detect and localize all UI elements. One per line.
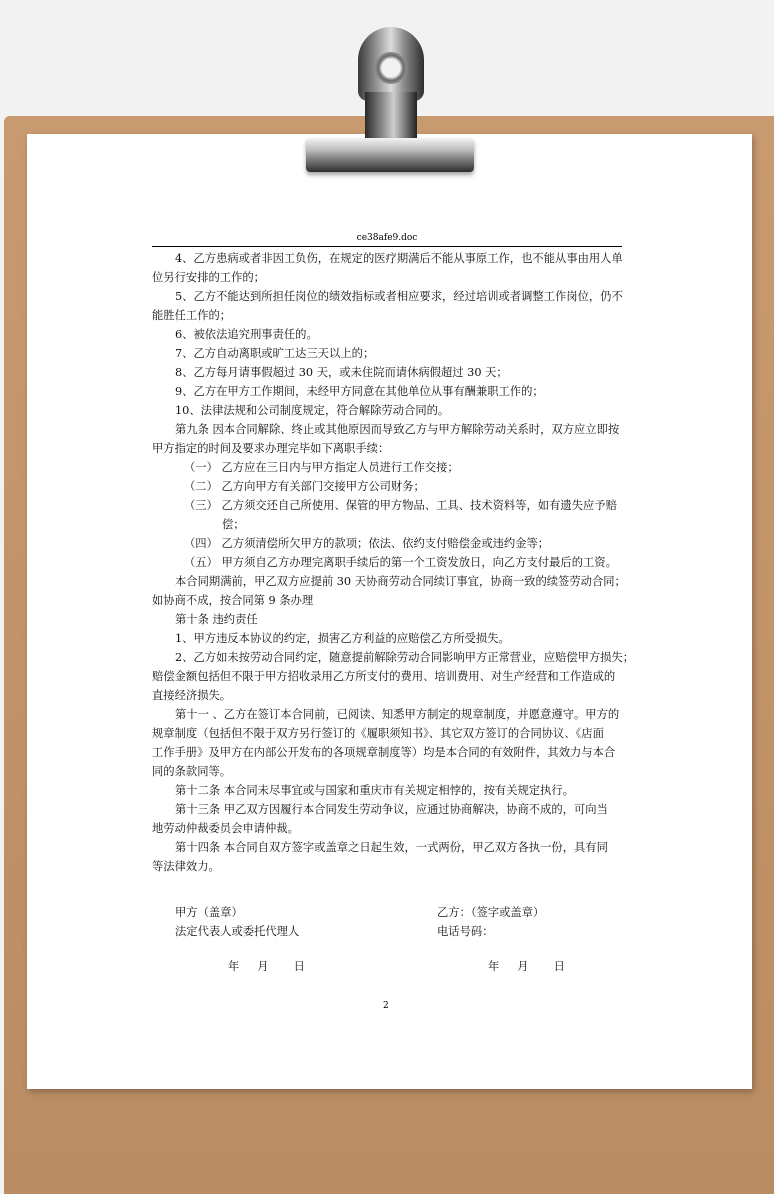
- body-line: （三） 乙方须交还自己所使用、保管的甲方物品、工具、技术资料等，如有遗失应予赔: [184, 499, 617, 512]
- body-line: 第十一 、乙方在签订本合同前，已阅读、知悉甲方制定的规章制度，并愿意遵守。甲方的: [175, 708, 620, 721]
- body-line: 第十条 违约责任: [175, 613, 258, 626]
- body-line: 能胜任工作的；: [152, 309, 232, 322]
- body-line: 等法律效力。: [152, 860, 220, 873]
- body-line: 10、法律法规和公司制度规定，符合解除劳动合同的。: [175, 404, 450, 417]
- body-line: 第十二条 本合同未尽事宜或与国家和重庆市有关规定相悖的，按有关规定执行。: [175, 784, 574, 797]
- party-a-date: 年 月 日: [228, 960, 305, 973]
- body-line: 甲方指定的时间及要求办理完毕如下离职手续：: [152, 442, 390, 455]
- body-line: （二） 乙方向甲方有关部门交接甲方公司财务；: [184, 480, 425, 493]
- body-line: （四） 乙方须清偿所欠甲方的款项；依法、依约支付赔偿金或违约金等；: [184, 537, 550, 550]
- body-line: 同的条款同等。: [152, 765, 232, 778]
- body-line: 偿；: [222, 518, 245, 531]
- body-line: 规章制度（包括但不限于双方另行签订的《履职须知书》、其它双方签订的合同协议、《店面: [152, 727, 604, 740]
- party-a-representative: 法定代表人或委托代理人: [175, 925, 300, 938]
- body-line: 6、被依法追究刑事责任的。: [175, 328, 318, 341]
- body-line: 位另行安排的工作的；: [152, 271, 265, 284]
- document-page: [27, 134, 752, 1089]
- body-line: 4、乙方患病或者非因工负伤，在规定的医疗期满后不能从事原工作，也不能从事由用人单: [175, 252, 623, 265]
- body-line: 1、甲方违反本协议的约定，损害乙方利益的应赔偿乙方所受损失。: [175, 632, 510, 645]
- body-line: 直接经济损失。: [152, 689, 232, 702]
- body-line: 2、乙方如未按劳动合同约定，随意提前解除劳动合同影响甲方正常营业，应赔偿甲方损失；: [175, 651, 635, 664]
- party-b-phone: 电话号码：: [437, 925, 494, 938]
- body-line: 工作手册》及甲方在内部公开发布的各项规章制度等）均是本合同的有效附件，其效力与本合: [152, 746, 616, 759]
- body-line: 第十三条 甲乙双方因履行本合同发生劳动争议，应通过协商解决，协商不成的，可向当: [175, 803, 608, 816]
- body-line: 第十四条 本合同自双方签字或盖章之日起生效，一式两份，甲乙双方各执一份，具有同: [175, 841, 608, 854]
- party-a-label: 甲方（盖章）: [175, 906, 243, 919]
- binder-clip-bar: [306, 138, 474, 172]
- page-number: 2: [383, 1001, 389, 1011]
- body-line: 赔偿金额包括但不限于甲方招收录用乙方所支付的费用、培训费用、对生产经营和工作造成的: [152, 670, 616, 683]
- body-line: 地劳动仲裁委员会申请仲裁。: [152, 822, 299, 835]
- body-line: 第九条 因本合同解除、终止或其他原因而导致乙方与甲方解除劳动关系时，双方应立即按: [175, 423, 620, 436]
- body-line: （一） 乙方应在三日内与甲方指定人员进行工作交接；: [184, 461, 459, 474]
- document-header-filename: ce38afe9.doc: [152, 232, 622, 247]
- body-line: 8、乙方每月请事假超过 30 天，或未住院而请休病假超过 30 天；: [175, 366, 508, 379]
- binder-clip-hole: [375, 52, 407, 84]
- body-line: 本合同期满前，甲乙双方应提前 30 天协商劳动合同续订事宜，协商一致的续签劳动合同；: [175, 575, 626, 588]
- body-line: 7、乙方自动离职或旷工达三天以上的；: [175, 347, 375, 360]
- body-line: 9、乙方在甲方工作期间，未经甲方同意在其他单位从事有酬兼职工作的；: [175, 385, 544, 398]
- binder-clip-neck: [365, 92, 417, 140]
- party-b-label: 乙方：（签字或盖章）: [437, 906, 545, 919]
- body-line: （五） 甲方须自乙方办理完离职手续后的第一个工资发放日，向乙方支付最后的工资。: [184, 556, 617, 569]
- body-line: 如协商不成，按合同第 9 条办理: [152, 594, 314, 607]
- party-b-date: 年 月 日: [488, 960, 565, 973]
- body-line: 5、乙方不能达到所担任岗位的绩效指标或者相应要求，经过培训或者调整工作岗位，仍不: [175, 290, 623, 303]
